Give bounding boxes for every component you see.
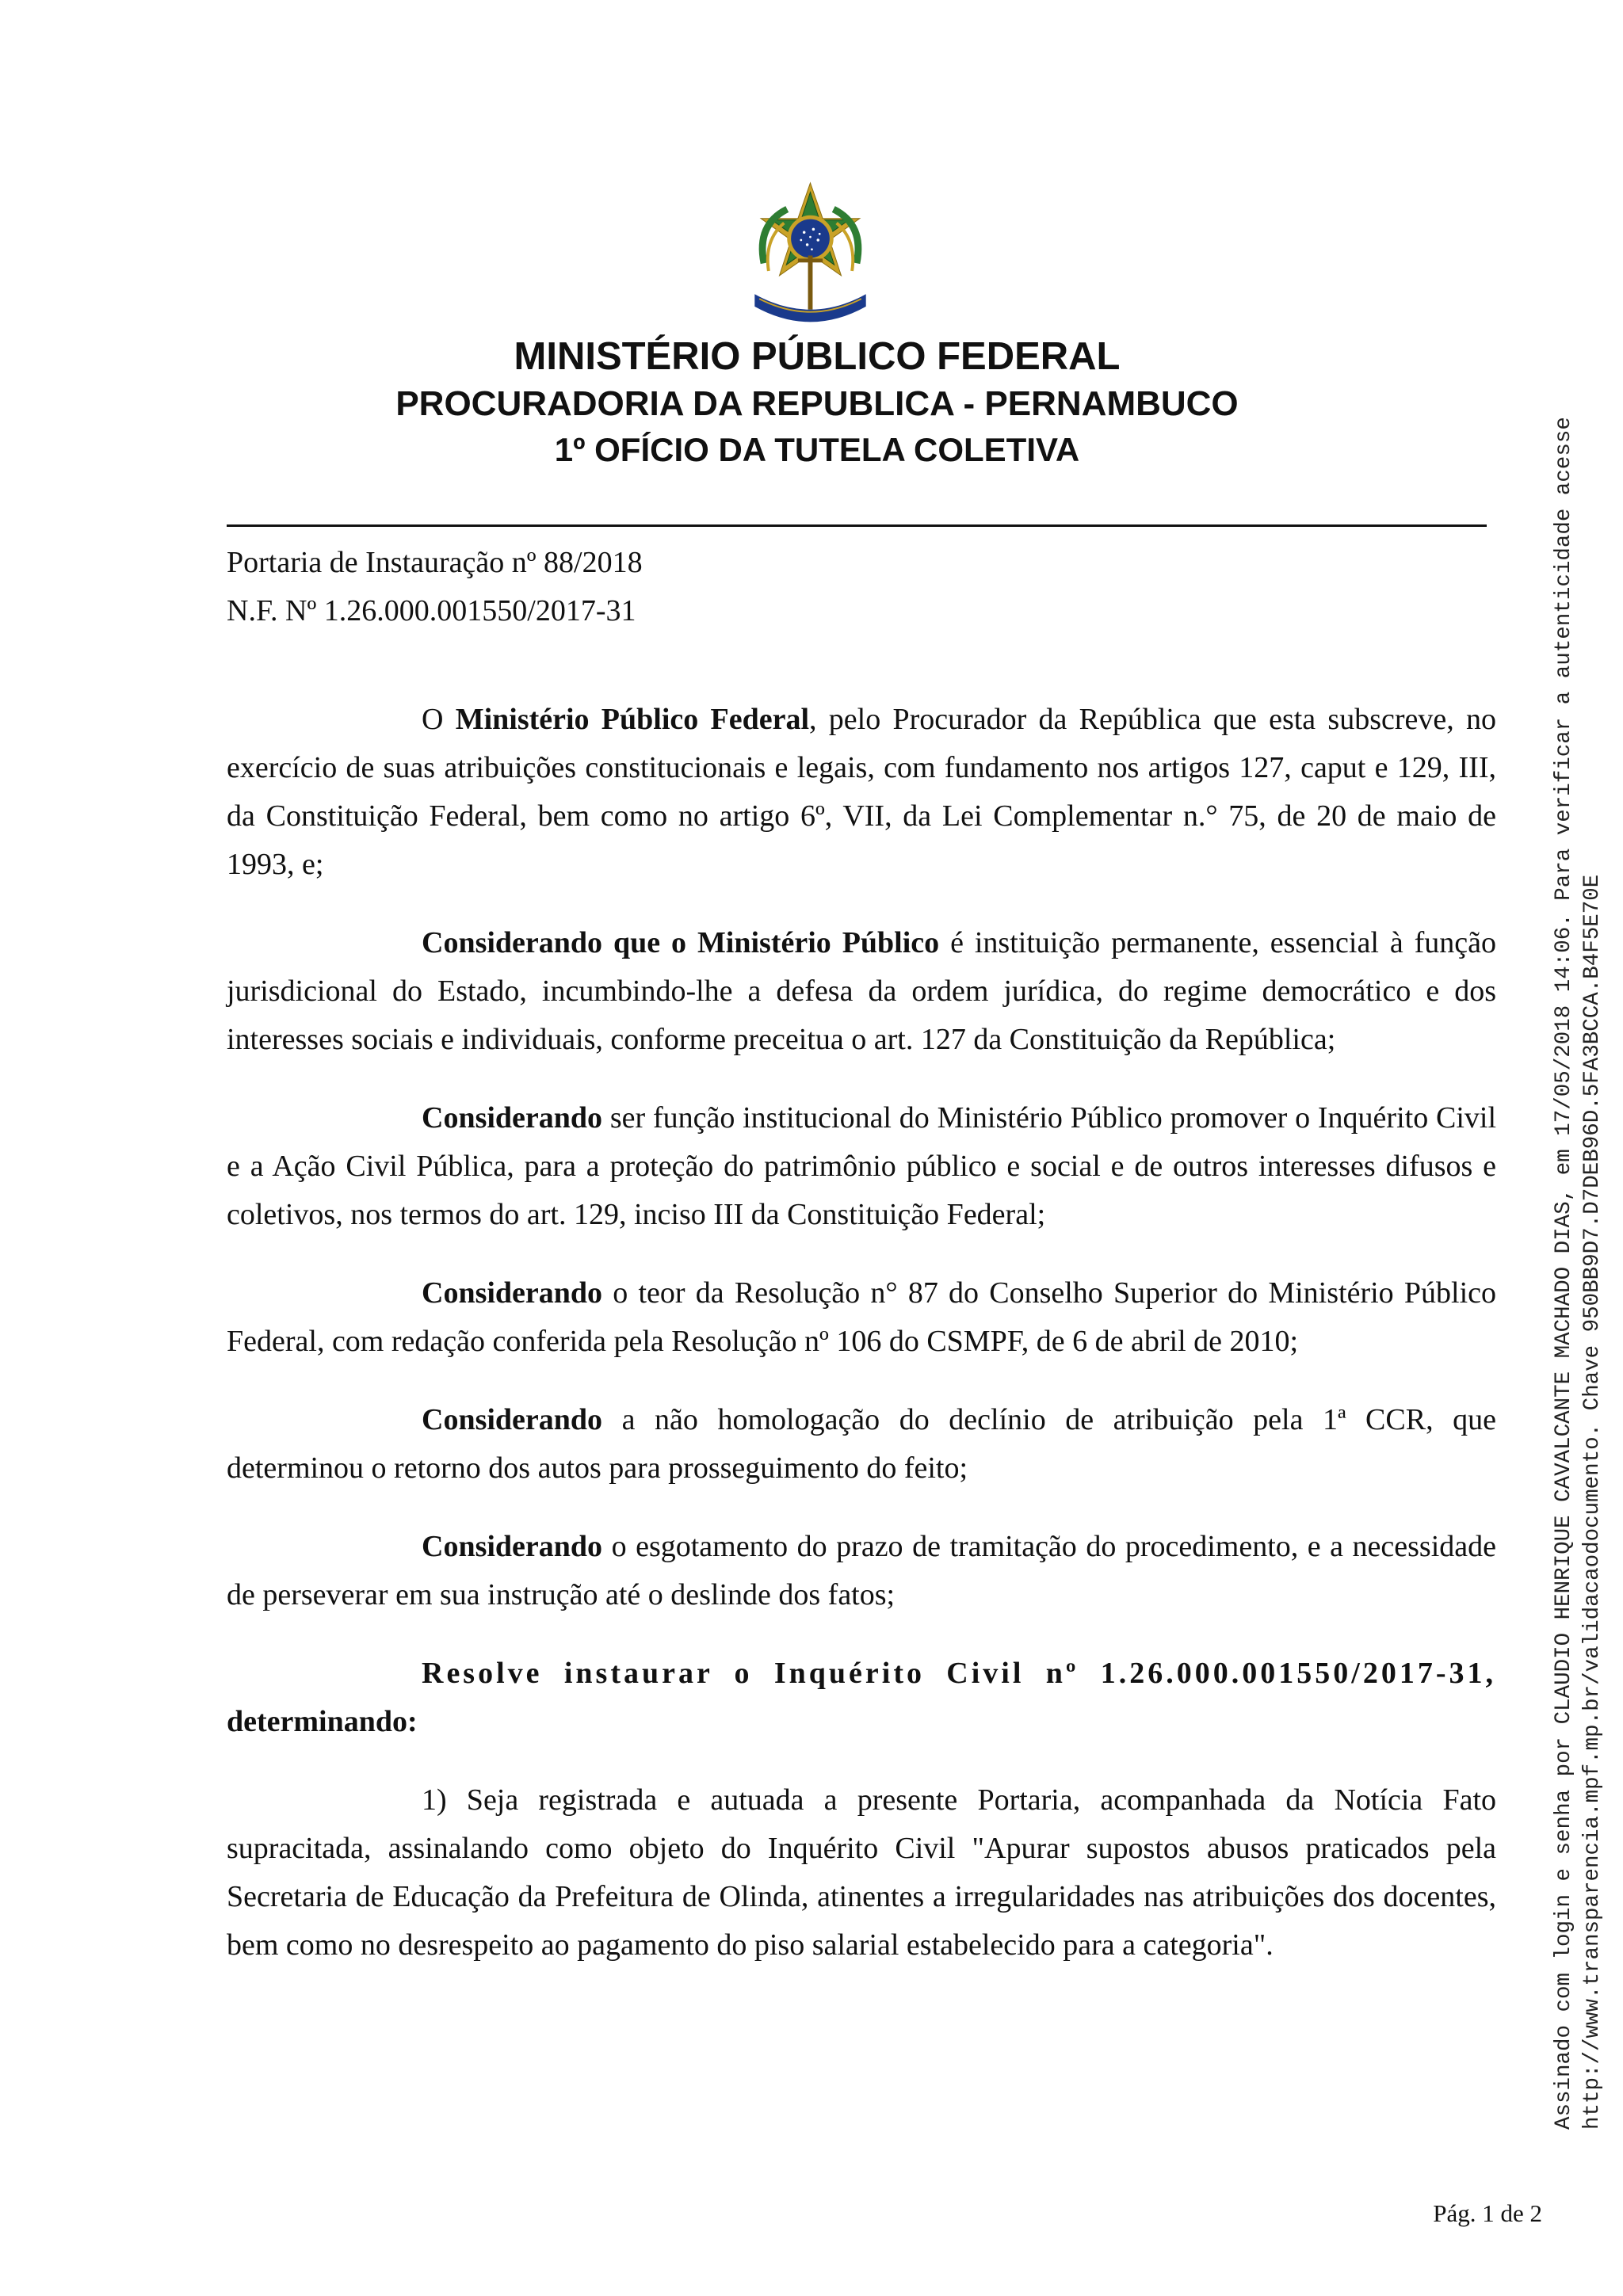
resolve-text: Resolve instaurar o Inquérito Civil nº 1.26.000.001550/2017-31,	[422, 1657, 1496, 1690]
signature-stamp	[1550, 339, 1607, 2130]
intro-paragraph: O Ministério Público Federal, pelo Procurador da República que esta subscreve, no exercício de suas atribuições constitucionais e legais, com fundamento nos artigos 127, caput e 129, III, da Constituição Federal, bem como no artigo 6º, VII, da Lei Complementar n.° 75, de 20 de maio de 1993, e;	[227, 703, 1497, 881]
header-divider	[227, 524, 1487, 527]
brazil-coat-of-arms-icon	[733, 178, 888, 333]
considerando-paragraph: Considerando que o Ministério Público é instituição permanente, essencial à função jurisdicional do Estado, incumbindo-lhe a defesa da ordem jurídica, do regime democrático e dos interesses sociais e individuais, conforme preceitua o art. 127 da Constituição da República;	[227, 926, 1496, 1056]
intro-bold: Ministério Público Federal	[455, 703, 810, 736]
portaria-number: Portaria de Instauração nº 88/2018	[227, 546, 643, 579]
nf-number: N.F. Nº 1.26.000.001550/2017-31	[227, 594, 636, 627]
stamp-line-1: Assinado com login e senha por CLAUDIO HENRIQUE CAVALCANTE MACHADO DIAS, em 17/05/2018 14:06. Para verificar a autenticidade acesse	[1552, 417, 1576, 2130]
resolve-tail: determinando:	[227, 1705, 418, 1738]
document-body	[227, 539, 1496, 1970]
considerando-paragraph: Considerando a não homologação do declínio de atribuição pela 1ª CCR, que determinou o retorno dos autos para prosseguimento do feito;	[227, 1403, 1496, 1485]
considerando-paragraph: Considerando ser função institucional do Ministério Público promover o Inquérito Civil e a Ação Civil Pública, para a proteção do patrimônio público e social e de outros interesses difusos e coletivos, nos termos do art. 129, inciso III da Constituição Federal;	[227, 1101, 1496, 1231]
considerando-paragraph: Considerando o teor da Resolução n° 87 do Conselho Superior do Ministério Público Federal, com redação conferida pela Resolução nº 106 do CSMPF, de 6 de abril de 2010;	[227, 1276, 1496, 1358]
header-oficio: 1º OFÍCIO DA TUTELA COLETIVA	[554, 431, 1080, 468]
header-ministry: MINISTÉRIO PÚBLICO FEDERAL	[514, 335, 1121, 378]
header-procuradoria: PROCURADORIA DA REPUBLICA - PERNAMBUCO	[395, 384, 1239, 423]
page-number: Pág. 1 de 2	[1433, 2199, 1542, 2227]
considerando-paragraph: Considerando o esgotamento do prazo de tramitação do procedimento, e a necessidade de perseverar em sua instrução até o deslinde dos fatos;	[227, 1530, 1496, 1611]
stamp-line-2: http://www.transparencia.mpf.mp.br/validacaodocumento. Chave 950BB9D7.D7DEB96D.5FA3BCCA.B4F5E70E	[1580, 874, 1605, 2130]
resolve-paragraph	[227, 1650, 1496, 1746]
item-1-paragraph: 1) Seja registrada e autuada a presente Portaria, acompanhada da Notícia Fato supracitada, assinalando como objeto do Inquérito Civil "Apurar supostos abusos praticados pela Secretaria de Educação da Prefeitura de Olinda, atinentes a irregularidades nas atribuições dos docentes, bem como no desrespeito ao pagamento do piso salarial estabelecido para a categoria".	[227, 1783, 1496, 1962]
reference-block	[227, 539, 1496, 635]
